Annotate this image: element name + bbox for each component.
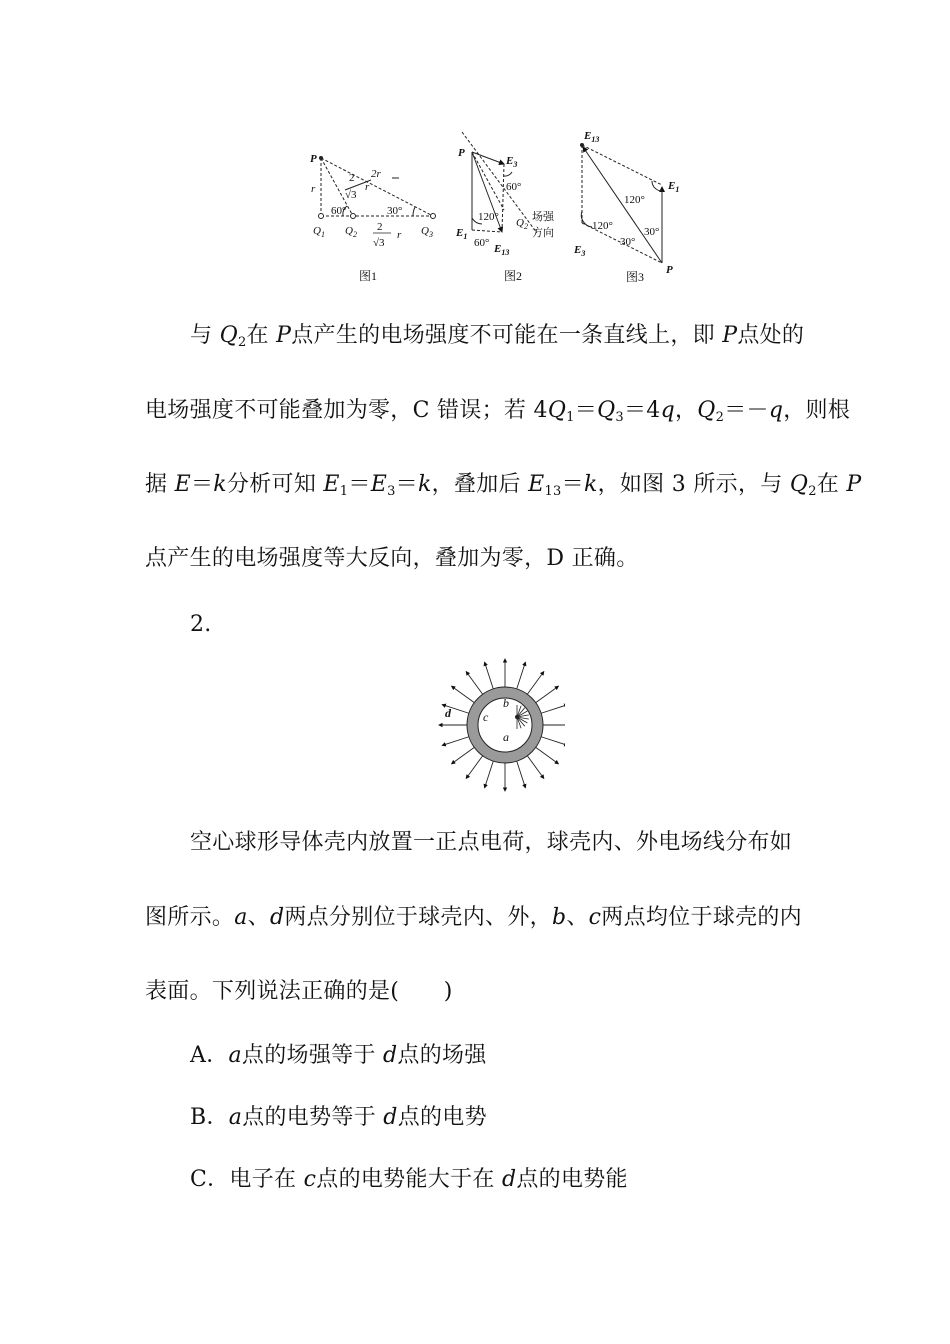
field-line (527, 756, 543, 779)
para1-line-3: 据 E＝k分析可知 $E_1=E_3=k$，叠加后 $E_{13}=k$，如图 3 所示，与 $Q_2$在 P (145, 472, 862, 499)
fig3-angle-30a: 30° (620, 236, 636, 248)
field-line (442, 737, 469, 746)
field-line (452, 686, 475, 702)
fig1-angle-30: 30° (387, 205, 403, 217)
fig2-field-label-2: 方向 (532, 227, 554, 239)
fig3-caption: 图3 (626, 270, 645, 284)
field-line (541, 705, 565, 714)
field-line (485, 662, 494, 689)
fig3-label-p: P (666, 264, 673, 276)
fig2-label-e3: $E_3$ (506, 155, 518, 169)
field-line (536, 747, 559, 763)
fig1-label-r: r (311, 183, 316, 195)
figure-1 (305, 148, 445, 283)
para1-line-1: 与 $Q_2$在 P点产生的电场强度不可能在一条直线上，即 P点处的 (190, 323, 805, 350)
fig3-angle-30b: 30° (644, 226, 660, 238)
fig-q-label-d: d (445, 706, 451, 720)
fig2-caption: 图2 (504, 269, 523, 283)
stem-line-3: 表面。下列说法正确的是( ) (145, 979, 453, 1004)
fig2-angle-60a: 60° (506, 181, 522, 193)
fig2-angle-120: 120° (478, 211, 499, 223)
question-number: 2. (190, 612, 212, 637)
fig-q-label-a: a (503, 730, 509, 744)
fig1-frac-num: 2 (349, 172, 355, 184)
fig3-angle-120b: 120° (592, 220, 613, 232)
option-b[interactable]: B．a点的电势等于 d点的电势 (190, 1105, 487, 1130)
fig2-label-q2: $Q_2$ (516, 217, 528, 231)
fig2-label-p: P (458, 147, 465, 159)
field-line (485, 761, 494, 788)
fig3-angle-120a: 120° (624, 194, 645, 206)
para1-line-4: 点产生的电场强度等大反向，叠加为零，D 正确。 (145, 546, 639, 571)
fig1-label-p: P (310, 153, 317, 165)
figure-3 (570, 125, 700, 285)
question-2-figure (425, 655, 565, 795)
stem-line-1: 空心球形导体壳内放置一正点电荷，球壳内、外电场线分布如 (190, 830, 793, 855)
field-line (517, 761, 526, 788)
fig1-caption: 图1 (359, 269, 378, 283)
fig3-label-e13: $E_{13}$ (584, 130, 600, 144)
fig1-frac-den: √3 (345, 189, 357, 201)
fig1-angle-60: 60° (331, 205, 347, 217)
fig2-field-label-1: 场强 (532, 211, 554, 223)
fig-q-label-c: c (483, 710, 489, 724)
field-line (527, 672, 543, 695)
field-line (452, 747, 475, 763)
field-line (466, 756, 482, 779)
fig3-label-e1: $E_1$ (668, 180, 680, 194)
fig1-dist-num: 2 (377, 221, 383, 233)
fig1-label-2r: 2r (371, 168, 381, 180)
field-line (536, 686, 559, 702)
option-c[interactable]: C．电子在 c点的电势能大于在 d点的电势能 (190, 1167, 628, 1192)
fig1-dist-r: r (397, 229, 402, 241)
para1-line-2: 电场强度不可能叠加为零，C 错误；若 $4Q_1=Q_3=4q$，$Q_2=-q$，则根 (145, 398, 851, 425)
fig1-label-q3: $Q_3$ (421, 225, 433, 239)
option-a[interactable]: A．a点的场强等于 d点的场强 (190, 1043, 487, 1068)
fig2-label-e13: $E_{13}$ (494, 243, 510, 257)
fig2-label-e1: $E_1$ (456, 227, 468, 241)
fig1-dist-den: √3 (373, 237, 385, 249)
field-line (517, 662, 526, 689)
fig3-label-e3: $E_3$ (574, 244, 586, 258)
fig2-angle-60b: 60° (474, 237, 490, 249)
figure-2 (452, 128, 562, 283)
field-line (541, 737, 565, 746)
fig1-label-q1: $Q_1$ (313, 225, 325, 239)
stem-line-2: 图所示。a、d两点分别位于球壳内、外，b、c两点均位于球壳的内 (145, 905, 802, 930)
fig-q-label-b: b (503, 696, 509, 710)
field-line (466, 672, 482, 695)
fig1-label-q2: $Q_2$ (345, 225, 357, 239)
fig1-label-r2: r (365, 181, 370, 193)
